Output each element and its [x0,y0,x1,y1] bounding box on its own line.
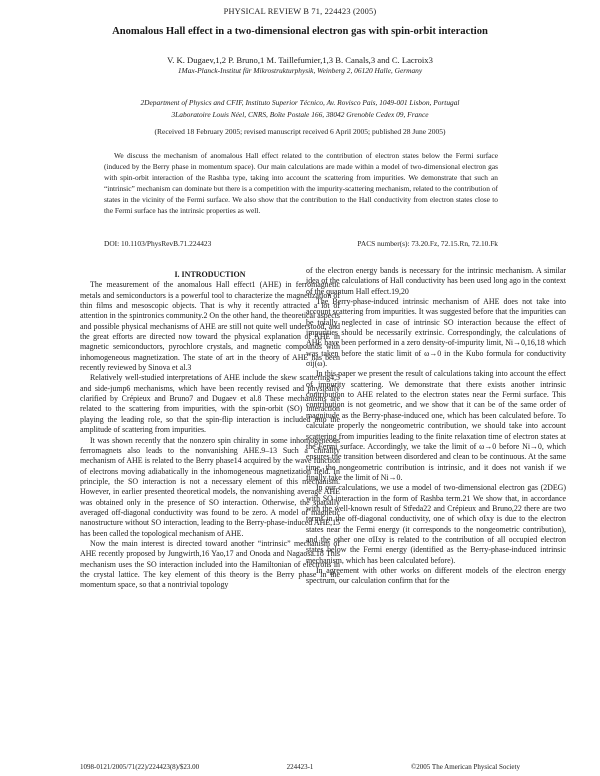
footer-page-number: 224423-1 [286,763,314,771]
paragraph: In this paper we present the result of calculations taking into account the effect of impurity scattering. We demonstrate that there exists another intrinsic contribution to AHE related to the electron states near the Fermi surface. This contribution is not geometric, and we show that it can be of the same order of magnitude as the Berry-phase-induced one, which has been calculated before. To calculate properly the nongeometric contribution, we should take into account scattering from impurities leading to the finite relaxation time of electron states at the Fermi surface. Accordingly, we take the limit of ω→0 before Ni→0, which ensures the transition between disordered and clean to be continuous. At the same time, the nongeometric contribution is intrinsic, and it does not vanish if we finally take the limit of Ni→0. [306,369,566,482]
paragraph: of the electron energy bands is necessary for the intrinsic mechanism. A similar idea of the calculations of Hall conductivity has been used long ago in the context of the quantum Hall effect.19,20 [306,266,566,296]
abstract: We discuss the mechanism of anomalous Hall effect related to the contribution of electron states below the Fermi surface (induced by the Berry phase in momentum space). Our main calculations are made within a model of two-dimensional electron gas with spin-orbit interaction of the Rashba type, taking into account the scattering from impurities. We demonstrate that such an “intrinsic” mechanism can dominate but there is a competition with the impurity-scattering mechanism, related to the contribution of states in the vicinity of the Fermi surface. We also show that the contribution to the Hall conductivity from electron states close to the Fermi surface has the intrinsic properties as well. [104,151,498,216]
affiliation-2: 2Department of Physics and CFIF, Instituto Superior Técnico, Av. Rovisco Pais, 1049-001 Lisbon, Portugal [140,98,460,107]
footer-copyright: ©2005 The American Physical Society [410,763,520,771]
paragraph: The Berry-phase-induced intrinsic mechanism of AHE does not take into account scattering from impurities. It was suggested before that the impurities can be totally neglected in case of intrinsic SO interaction because the effect of impurities should be necessarily extrinsic. Correspondingly, the calculations of AHE have been performed in a zero density-of-impurity limit, Ni→0,16,18 which was taken before the static limit of ω→0 in the Kubo formula for conductivity σij(ω). [306,297,566,369]
paragraph: In our calculations, we use a model of two-dimensional electron gas (2DEG) with SO interaction in the form of Rashba term.21 We show that, in accordance with the well-known result of Středa22 and Crépieux and Bruno,22 there are two terms in the off-diagonal conductivity, one of which σIxy is due to the electron states near the Fermi energy (it corresponds to the nongeometric contribution), and the other one σIIxy is related to the contribution of all occupied electron states below the Fermi energy (identified as the Berry-phase-induced intrinsic mechanism, which has been calculated before). [306,483,566,565]
received-dates: (Received 18 February 2005; revised manuscript received 6 April 2005; published 28 June 2005) [154,127,446,136]
journal-header: PHYSICAL REVIEW B 71, 224423 (2005) [223,7,377,16]
footer-issn: 1098-0121/2005/71(22)/224423(8)/$23.00 [80,763,200,771]
affiliation-1: 1Max-Planck-Institut für Mikrostrukturphysik, Weinberg 2, 06120 Halle, Germany [177,66,423,75]
affiliation-3: 3Laboratoire Louis Néel, CNRS, Boîte Postale 166, 38042 Grenoble Cedex 09, France [171,110,429,119]
right-column [306,266,566,587]
left-column [80,270,340,591]
section-heading: I. INTRODUCTION [174,270,246,279]
doi-link[interactable]: DOI: 10.1103/PhysRevB.71.224423 [104,239,212,248]
paragraph: It was shown recently that the nonzero spin chirality in some inhomogeneous ferromagnets also leads to the nonvanishing AHE.9–13 Such a chirality mechanism of AHE is related to the Berry phase14 acquired by the wave function of electrons moving adiabatically in the inhomogeneous magnetization field. In principle, the SO interaction is not a necessary element of this mechanism. However, in earlier presented theoretical models, the nonvanishing average AHE was obtained only in the presence of SO interaction. Otherwise, the spatially averaged off-diagonal conductivity was found to be zero. A model of magnetic nanostructure without SO interaction, leading to the Berry-phase-induced AHE,15 has been called the topological mechanism of AHE. [80,435,340,538]
paragraph: Now the main interest is directed toward another “intrinsic” mechanism of AHE recently proposed by Jungwirth,16 Yao,17 and Onoda and Nagaosa.18 This mechanism uses the SO interaction included into the Hamiltonian of electrons in the crystal lattice. The key element of this theory is the Berry phase in the momentum space, so that a nontrivial topology [80,538,340,590]
author-list: V. K. Dugaev,1,2 P. Bruno,1 M. Taillefumier,1,3 B. Canals,3 and C. Lacroix3 [167,55,433,65]
pacs-numbers: PACS number(s): 73.20.Fz, 72.15.Rn, 72.10.Fk [357,239,498,248]
paragraph: In agreement with other works on different models of the electron energy spectrum, our calculation confirm that for the [306,565,566,586]
paper-title: Anomalous Hall effect in a two-dimensional electron gas with spin-orbit interaction [112,26,488,37]
paragraph: The measurement of the anomalous Hall effect1 (AHE) in ferromagnetic metals and semiconductors is a powerful tool to characterize the magnetization of thin films and mesoscopic objects. That is why it recently attracted a lot of attention in the spintronics community.2 On the other hand, the theoretical aspects and possible physical mechanisms of AHE are still not quite well understood, and the great efforts are directed now toward the physical explanation of AHE in magnetic semiconductors, pyrochlore crystals, and magnetic compounds with inhomogeneous magnetization. The state of art in the theory of AHE has been recently reviewed by Sinova et al.3 [80,280,340,373]
paragraph: Relatively well-studied interpretations of AHE include the skew scattering4,5 and side-jump6 mechanisms, which have been recently revised and physically clarified by Crépieux and Bruno7 and Dugaev et al.8 These mechanisms are related to the scattering from impurities, with the spin-orbit (SO) interaction playing the leading role, so that the spin-flip interaction is included into the amplitude of scattering from impurities. [80,373,340,435]
